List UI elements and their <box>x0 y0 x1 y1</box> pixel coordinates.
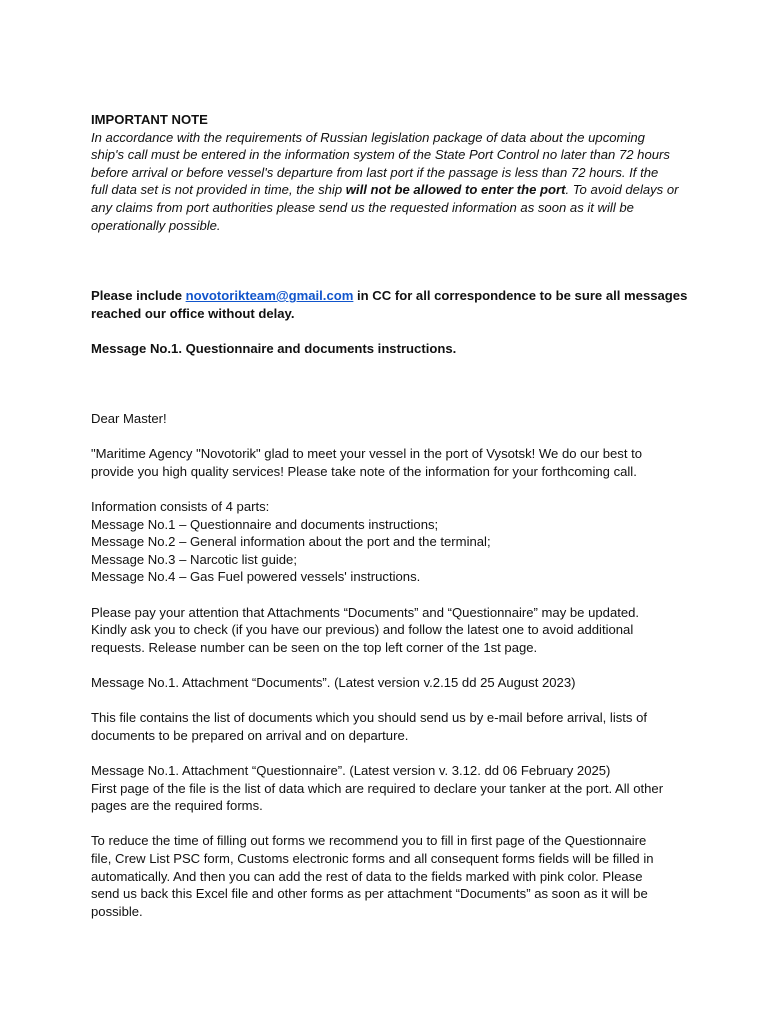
important-note-line-5: any claims from port authorities please send us the requested information as soon as it will be <box>91 199 634 215</box>
spacer <box>91 481 681 499</box>
cc-request-end: in CC for all correspondence to be sure all messages <box>353 287 688 303</box>
questionnaire-attachment-title: Message No.1. Attachment “Questionnaire”. (Latest version v. 3.12. dd 06 February 2025) <box>91 763 611 778</box>
greeting-text: Dear Master! <box>91 411 167 427</box>
list-item: Message No.2 – General information about the port and the terminal; <box>91 534 491 550</box>
attention-paragraph <box>91 604 681 657</box>
spacer <box>91 815 681 833</box>
spacer <box>91 322 681 340</box>
important-note-line-3: before arrival or before vessel's departure from last port if the passage is less than 72 hours. If the <box>91 164 659 180</box>
questionnaire-line-1: First page of the file is the list of data which are required to declare your tanker at the port. All other <box>91 780 664 796</box>
documents-line-2: documents to be prepared on arrival and on departure. <box>91 727 409 743</box>
document-page <box>91 111 688 920</box>
spacer <box>91 428 681 446</box>
spacer <box>91 692 681 710</box>
message-title-text: Message No.1. Questionnaire and documents instructions. <box>91 340 457 356</box>
email-link[interactable]: novotorikteam@gmail.com <box>185 287 354 303</box>
spacer <box>91 744 681 762</box>
cc-request-line-2: reached our office without delay. <box>91 305 295 321</box>
important-note-line-4-start: full data set is not provided in time, the ship <box>91 182 346 198</box>
list-item: Message No.1 – Questionnaire and documents instructions; <box>91 516 439 532</box>
important-note-line-2: ship's call must be entered in the information system of the State Port Control no later than 72 hours <box>91 147 670 163</box>
important-note-line-4-end: . To avoid delays or <box>565 182 679 198</box>
reduce-line-1: To reduce the time of filling out forms we recommend you to fill in first page of the Questionnaire <box>91 833 647 849</box>
questionnaire-line-2: pages are the required forms. <box>91 798 263 814</box>
attention-line-1: Please pay your attention that Attachments “Documents” and “Questionnaire” may be updated. <box>91 604 640 620</box>
documents-attachment-title-text: Message No.1. Attachment “Documents”. (Latest version v.2.15 dd 25 August 2023) <box>91 675 576 691</box>
reduce-line-4: send us back this Excel file and other forms as per attachment “Documents” as soon as it will be <box>91 886 648 902</box>
cc-request-start: Please include <box>91 287 186 303</box>
important-note-line-6: operationally possible. <box>91 217 221 233</box>
reduce-line-5: possible. <box>91 903 143 919</box>
documents-attachment-paragraph <box>91 709 681 744</box>
reduce-time-paragraph <box>91 832 681 920</box>
important-note <box>91 111 681 234</box>
spacer <box>91 234 681 287</box>
documents-attachment-title <box>91 674 681 692</box>
important-note-warning: will not be allowed to enter the port <box>345 182 566 198</box>
reduce-line-3: automatically. And then you can add the rest of data to the fields marked with pink color. Please <box>91 868 643 884</box>
greeting <box>91 410 681 428</box>
message-title <box>91 340 681 358</box>
parts-heading: Information consists of 4 parts: <box>91 499 270 515</box>
attention-line-3: requests. Release number can be seen on the top left corner of the 1st page. <box>91 639 538 655</box>
important-note-line-4 <box>91 181 681 199</box>
documents-line-1: This file contains the list of documents which you should send us by e-mail before arrival, lists of <box>91 710 648 726</box>
spacer <box>91 586 681 604</box>
reduce-line-2: file, Crew List PSC form, Customs electronic forms and all consequent forms fields will be filled in <box>91 850 654 866</box>
intro-line-1: "Maritime Agency "Novotorik" glad to meet your vessel in the port of Vysotsk! We do our best to <box>91 446 643 462</box>
attention-line-2: Kindly ask you to check (if you have our previous) and follow the latest one to avoid additional <box>91 622 634 638</box>
important-note-line-1: In accordance with the requirements of Russian legislation package of data about the upcoming <box>91 129 645 145</box>
list-item: Message No.3 – Narcotic list guide; <box>91 551 297 567</box>
questionnaire-attachment <box>91 762 681 815</box>
intro-line-2: provide you high quality services! Please take note of the information for your forthcoming call. <box>91 463 637 479</box>
cc-request <box>91 287 688 322</box>
spacer <box>91 656 681 674</box>
parts-list <box>91 498 681 586</box>
important-note-heading: IMPORTANT NOTE <box>91 112 208 127</box>
list-item: Message No.4 – Gas Fuel powered vessels' instructions. <box>91 569 421 585</box>
spacer <box>91 357 681 410</box>
intro-paragraph <box>91 445 681 480</box>
cc-request-line-1 <box>91 287 688 305</box>
